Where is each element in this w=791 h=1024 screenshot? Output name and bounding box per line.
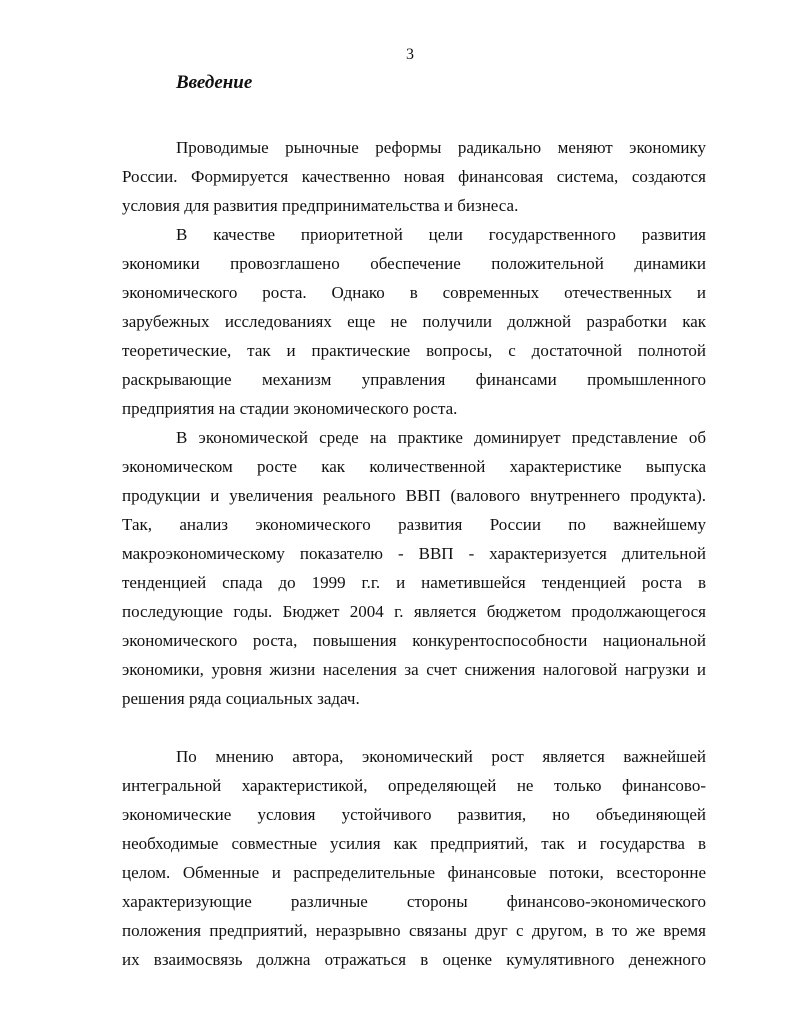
text-line: последующие годы. Бюджет 2004 г. является бюджетом продолжающегося (122, 602, 706, 621)
text-line: теоретические, так и практические вопросы, с достаточной полнотой (122, 341, 706, 360)
text-line: макроэкономическому показателю - ВВП - характеризуется длительной (122, 544, 706, 563)
text-line: их взаимосвязь должна отражаться в оценке кумулятивного денежного (122, 950, 706, 969)
text-line: продукции и увеличения реального ВВП (валового внутреннего продукта). (122, 486, 706, 505)
text-line: интегральной характеристикой, определяющей не только финансово- (122, 776, 706, 795)
text-line: экономического роста, повышения конкурентоспособности национальной (122, 631, 706, 650)
page-number: 3 (406, 46, 414, 63)
text-line: Проводимые рыночные реформы радикально меняют экономику (176, 138, 706, 157)
text-line: характеризующие различные стороны финансово-экономического (122, 892, 706, 911)
paragraph (122, 220, 706, 423)
paragraph (122, 423, 706, 713)
text-line: решения ряда социальных задач. (122, 689, 360, 708)
text-line: условия для развития предпринимательства и бизнеса. (122, 196, 519, 215)
text-line: Так, анализ экономического развития России по важнейшему (122, 515, 706, 534)
text-line: положения предприятий, неразрывно связаны друг с другом, в то же время (122, 921, 706, 940)
text-line: экономическом росте как количественной характеристике выпуска (122, 457, 706, 476)
document-body (122, 133, 706, 974)
text-line: необходимые совместные усилия как предприятий, так и государства в (122, 834, 706, 853)
text-line: По мнению автора, экономический рост является важнейшей (176, 747, 706, 766)
text-line: тенденцией спада до 1999 г.г. и наметившейся тенденцией роста в (122, 573, 706, 592)
text-line: экономического роста. Однако в современных отечественных и (122, 283, 706, 302)
text-line: В экономической среде на практике доминирует представление об (176, 428, 706, 447)
text-line: целом. Обменные и распределительные финансовые потоки, всесторонне (122, 863, 706, 882)
text-line: экономические условия устойчивого развития, но объединяющей (122, 805, 706, 824)
text-line: России. Формируется качественно новая финансовая система, создаются (122, 167, 706, 186)
text-line: В качестве приоритетной цели государственного развития (176, 225, 706, 244)
text-line: экономики провозглашено обеспечение положительной динамики (122, 254, 706, 273)
paragraph (122, 133, 706, 220)
section-heading: Введение (176, 72, 253, 93)
paragraph (122, 742, 706, 974)
text-line: зарубежных исследованиях еще не получили должной разработки как (122, 312, 706, 331)
text-line: экономики, уровня жизни населения за счет снижения налоговой нагрузки и (122, 660, 706, 679)
text-line: предприятия на стадии экономического роста. (122, 399, 458, 418)
text-line: раскрывающие механизм управления финансами промышленного (122, 370, 706, 389)
